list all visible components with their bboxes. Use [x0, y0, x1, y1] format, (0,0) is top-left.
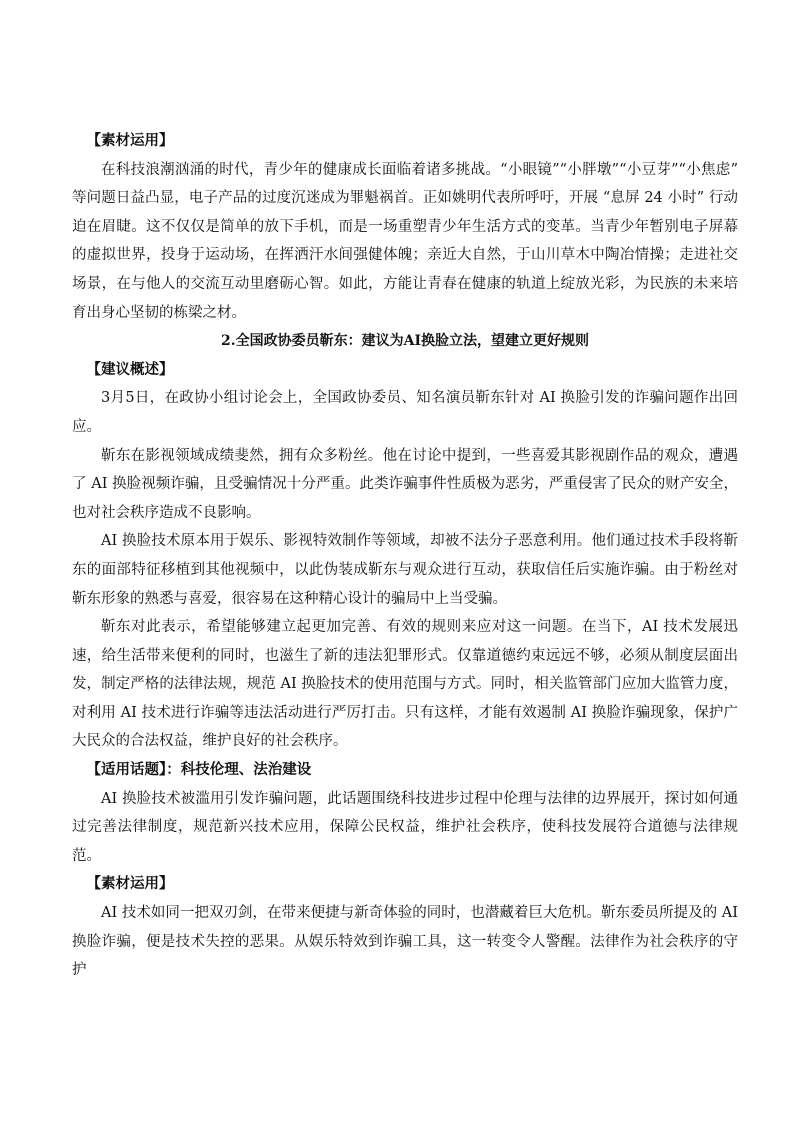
paragraph-material-use-youth: 在科技浪潮汹涌的时代，青少年的健康成长面临着诸多挑战。“小眼镜”“小胖墩”“小豆芽”“小焦虑” 等问题日益凸显，电子产品的过度沉迷成为罪魁祸首。正如姚明代表所呼吁，开展 “息屏 24 小时” 行动迫在眉睫。这不仅仅是简单的放下手机，而是一场重塑青少年生活方式的变革。当青少年暂别电子屏幕的虚拟世界，投身于运动场，在挥洒汗水间强健体魄；亲近大自然，于山川草木中陶冶情操；走进社交场景，在与他人的交流互动里磨砺心智。如此，方能让青春在健康的轨道上绽放光彩，为民族的未来培育出身心坚韧的栋梁之材。 — [72, 161, 738, 321]
document-body — [72, 127, 738, 985]
section-tag-applicable-topic: 【适用话题】：科技伦理、法治建设 — [86, 761, 312, 779]
paragraph-overview-4: 靳东对此表示，希望能够建立起更加完善、有效的规则来应对这一问题。在当下，AI 技术发展迅速，给生活带来便利的同时，也滋生了新的违法犯罪形式。仅靠道德约束远远不够，必须从制度层面出发，制定严格的法律法规，规范 AI 换脸技术的使用范围与方式。同时，相关监管部门应加大监管力度，对利用 AI 技术进行诈骗等违法活动进行严厉打击。只有这样，才能有效遏制 AI 换脸诈骗现象，保护广大民众的合法权益，维护良好的社会秩序。 — [72, 619, 738, 750]
paragraph-applicable-topic: AI 换脸技术被滥用引发诈骗问题，此话题围绕科技进步过程中伦理与法律的边界展开，探讨如何通过完善法律制度，规范新兴技术应用，保障公民权益，维护社会秩序，使科技发展符合道德与法律规范。 — [72, 790, 738, 864]
section-tag-material-use-2: 【素材运用】 — [86, 875, 174, 893]
section-tag-proposal-overview: 【建议概述】 — [86, 360, 174, 378]
paragraph-overview-3: AI 换脸技术原本用于娱乐、影视特效制作等领域，却被不法分子恶意利用。他们通过技术手段将靳东的面部特征移植到其他视频中，以此伪装成靳东与观众进行互动，获取信任后实施诈骗。由于粉丝对靳东形象的熟悉与喜爱，很容易在这种精心设计的骗局中上当受骗。 — [72, 533, 738, 607]
paragraph-overview-2: 靳东在影视领域成绩斐然，拥有众多粉丝。他在讨论中提到，一些喜爱其影视剧作品的观众，遭遇了 AI 换脸视频诈骗，且受骗情况十分严重。此类诈骗事件性质极为恶劣，严重侵害了民众的财产安全，也对社会秩序造成不良影响。 — [72, 447, 738, 521]
paragraph-overview-1: 3月5日，在政协小组讨论会上，全国政协委员、知名演员靳东针对 AI 换脸引发的诈骗问题作出回应。 — [72, 390, 738, 435]
section-tag-material-use: 【素材运用】 — [86, 132, 174, 149]
paragraph-material-use-ai: AI 技术如同一把双刃剑，在带来便捷与新奇体验的同时，也潜藏着巨大危机。靳东委员所提及的 AI 换脸诈骗，便是技术失控的恶果。从娱乐特效到诈骗工具，这一转变令人警醒。法律作为社会秩序的守护 — [72, 905, 738, 979]
section-title-ai-faceswap: 2.全国政协委员靳东：建议为AI换脸立法，望建立更好规则 — [220, 333, 590, 350]
